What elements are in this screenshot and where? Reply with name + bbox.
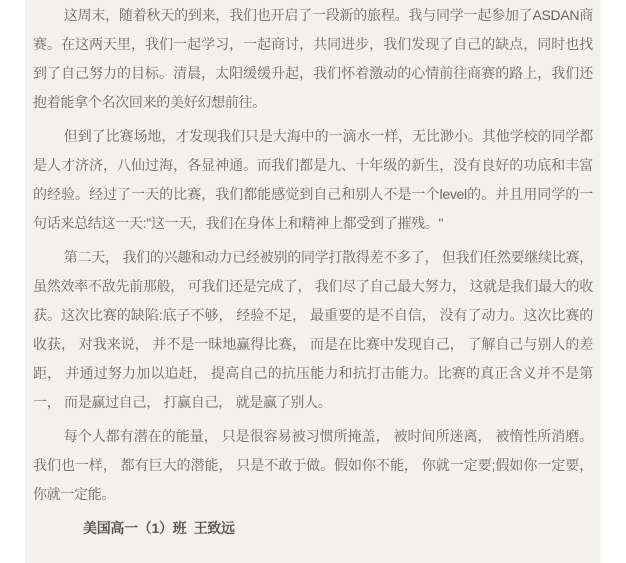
essay-paragraph-2: 但到了比赛场地，才发现我们只是大海中的一滴水一样，无比渺小。其他学校的同学都是人才济济，八仙过海，各显神通。而我们都是九、十年级的新生，没有良好的功底和丰富的经验。经过了一天的比赛，我们都能感觉到自己和别人不是一个level的。并且用同学的一句话来总结这一天:"这一天，我们在身体上和精神上都受到了摧残。"	[33, 128, 593, 231]
essay-signature: 美国高一（1）班 王致远	[83, 520, 235, 536]
essay-paragraph-1: 这周末，随着秋天的到来，我们也开启了一段新的旅程。我与同学一起参加了ASDAN商赛。在这两天里，我们一起学习，一起商讨，共同进步，我们发现了自己的缺点，同时也找到了自己努力的目标。清晨，太阳缓缓升起，我们怀着激动的心情前往商赛的路上，我们还抱着能拿个名次回来的美好幻想前往。	[33, 7, 593, 110]
essay-body	[25, 0, 601, 543]
essay-panel	[25, 0, 601, 563]
essay-paragraph-4: 每个人都有潜在的能量， 只是很容易被习惯所掩盖， 被时间所迷离， 被惰性所消磨。我们也一样， 都有巨大的潜能， 只是不敢于做。假如你不能， 你就一定要;假如你一定要， 你就一定能。	[33, 428, 593, 502]
essay-paragraph-3: 第二天， 我们的兴趣和动力已经被别的同学打散得差不多了， 但我们任然要继续比赛，虽然效率不敌先前那般， 可我们还是完成了， 我们尽了自己最大努力， 这就是我们最大的收获。这次比赛的缺陷:底子不够， 经验不足， 最重要的是不自信， 没有了动力。这次比赛的收获， 对我来说， 并不是一昧地赢得比赛， 而是在比赛中发现自己， 了解自己与别人的差距， 并通过努力加以追赶， 提高自己的抗压能力和抗打击能力。比赛的真正含义并不是第一， 而是赢过自己， 打赢自己， 就是赢了别人。	[33, 249, 593, 410]
